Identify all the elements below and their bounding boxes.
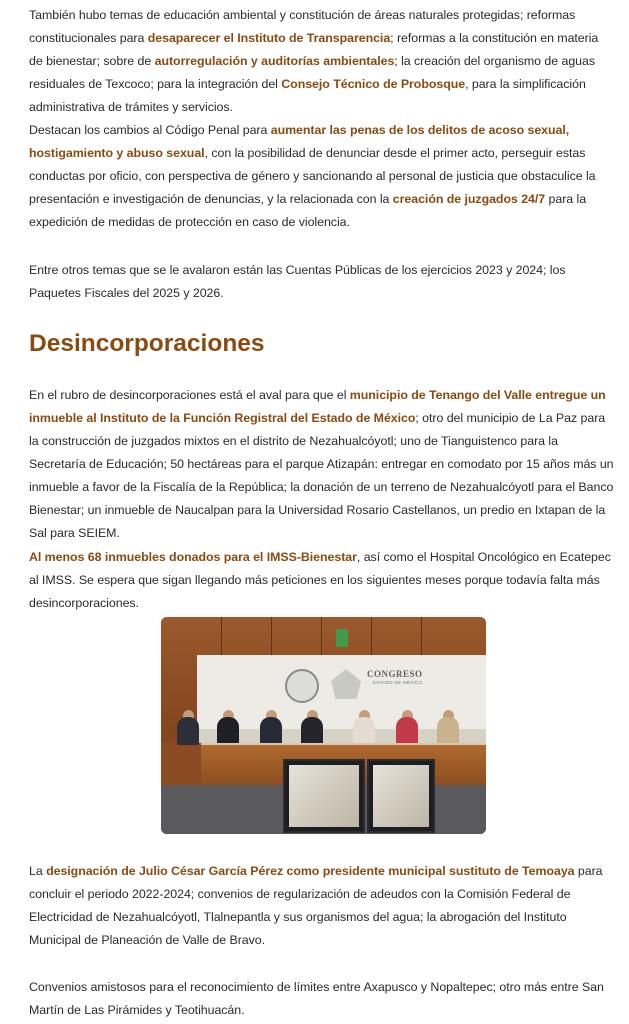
highlight-penas: aumentar las penas de los delitos de acoso sexual, hostigamiento y abuso sexual: [29, 123, 570, 160]
monitor-screen: [373, 765, 429, 827]
highlight-imss: Al menos 68 inmuebles donados para el IMSS-Bienestar: [29, 550, 357, 564]
person: [437, 717, 459, 745]
text: , con la posibilidad de denunciar desde el primer acto, perseguir estas conductas por oficio, con perspectiva de género y sancionando al personal de justicia que obstaculice la presentación e investigación de denuncias, y la relacionada con la: [29, 146, 596, 206]
text: ; la creación del organismo de aguas residuales de Texcoco; para la integración del: [29, 54, 596, 91]
text: Convenios amistosos para el reconocimiento de límites entre Axapusco y Nopaltepec; otro más entre San Martín de Las Pirámides y Teotihuacán.: [29, 980, 604, 1017]
text: También hubo temas de educación ambiental y constitución de áreas naturales protegidas; reformas constitucionales para: [29, 8, 576, 45]
exit-sign-icon: [336, 629, 348, 647]
person: [396, 717, 418, 745]
paragraph-imss: [29, 546, 615, 615]
text: , así como el Hospital Oncológico en Ecatepec al IMSS. Se espera que sigan llegando más peticiones en los siguientes meses porque todavía falta más desincorporaciones.: [29, 550, 611, 610]
paragraph-designacion: [29, 860, 615, 952]
paragraph-codigo-penal: [29, 119, 615, 234]
highlight-juzgados: creación de juzgados 24/7: [392, 192, 546, 206]
paragraph-convenios: [29, 976, 615, 1022]
banner-title: CONGRESO: [367, 669, 423, 679]
paragraph-desincorporaciones: [29, 384, 615, 545]
highlight-transparencia: desaparecer el Instituto de Transparencia: [147, 31, 391, 45]
text: La: [29, 864, 47, 878]
monitor-screen: [289, 765, 359, 827]
text: para la expedición de medidas de protección en caso de violencia.: [29, 192, 587, 229]
person: [217, 717, 239, 745]
person: [260, 717, 282, 745]
banner-subtitle: ESTADO DE MÉXICO: [373, 680, 423, 685]
state-seal-icon: [285, 669, 319, 703]
text: Entre otros temas que se le avalaron están las Cuentas Públicas de los ejercicios 2023 y 2024; los Paquetes Fiscales del 2025 y 2026.: [29, 263, 566, 300]
monitor-left: [283, 759, 365, 833]
text: ; reformas a la constitución en materia de bienestar; sobre de: [29, 31, 599, 68]
highlight-designacion: designación de Julio César García Pérez como presidente municipal sustituto de Temoaya: [46, 864, 575, 878]
text: En el rubro de desincorporaciones está el aval para que el: [29, 388, 350, 402]
wall-panel: [321, 617, 322, 657]
person: [301, 717, 323, 745]
text: , para la simplificación administrativa de trámites y servicios.: [29, 77, 586, 114]
highlight-probosque: Consejo Técnico de Probosque: [281, 77, 466, 91]
wall-panel: [221, 617, 222, 657]
highlight-tenango: municipio de Tenango del Valle entregue un inmueble al Instituto de la Función Registral del Estado de México: [29, 388, 606, 425]
wall-panel: [421, 617, 422, 657]
text: ; otro del municipio de La Paz para la construcción de juzgados mixtos en el distrito de Nezahualcóyotl; uno de Tianguistenco para la Secretaría de Educación; 50 hectáreas para el parque Atizapán: entregar en comodato por 15 años más un inmueble a favor de la Fiscalía de la República; la donación de un terreno de Nezahualcóyotl para el Banco Bienestar; un inmueble de Naucalpan para la Universidad Rosario Castellanos, un predio en Ixtapan de la Sal para SEIEM.: [29, 411, 614, 540]
paragraph-environment: [29, 4, 615, 119]
person: [353, 717, 375, 745]
monitor-right: [367, 759, 435, 833]
congress-photo: [161, 617, 486, 834]
person: [177, 717, 199, 745]
paragraph-cuentas: [29, 259, 615, 305]
text: para concluir el periodo 2022-2024; convenios de regularización de adeudos con la Comisión Federal de Electricidad de Nezahualcóyotl, Tlalnepantla y sus organismos del agua; la abrogación del Instituto Municipal de Planeación de Valle de Bravo.: [29, 864, 603, 947]
wall-panel: [271, 617, 272, 657]
highlight-autorregulacion: autorregulación y auditorías ambientales: [154, 54, 395, 68]
wall-panel: [371, 617, 372, 657]
section-heading: Desincorporaciones: [29, 330, 265, 357]
text: Destacan los cambios al Código Penal para: [29, 123, 271, 137]
